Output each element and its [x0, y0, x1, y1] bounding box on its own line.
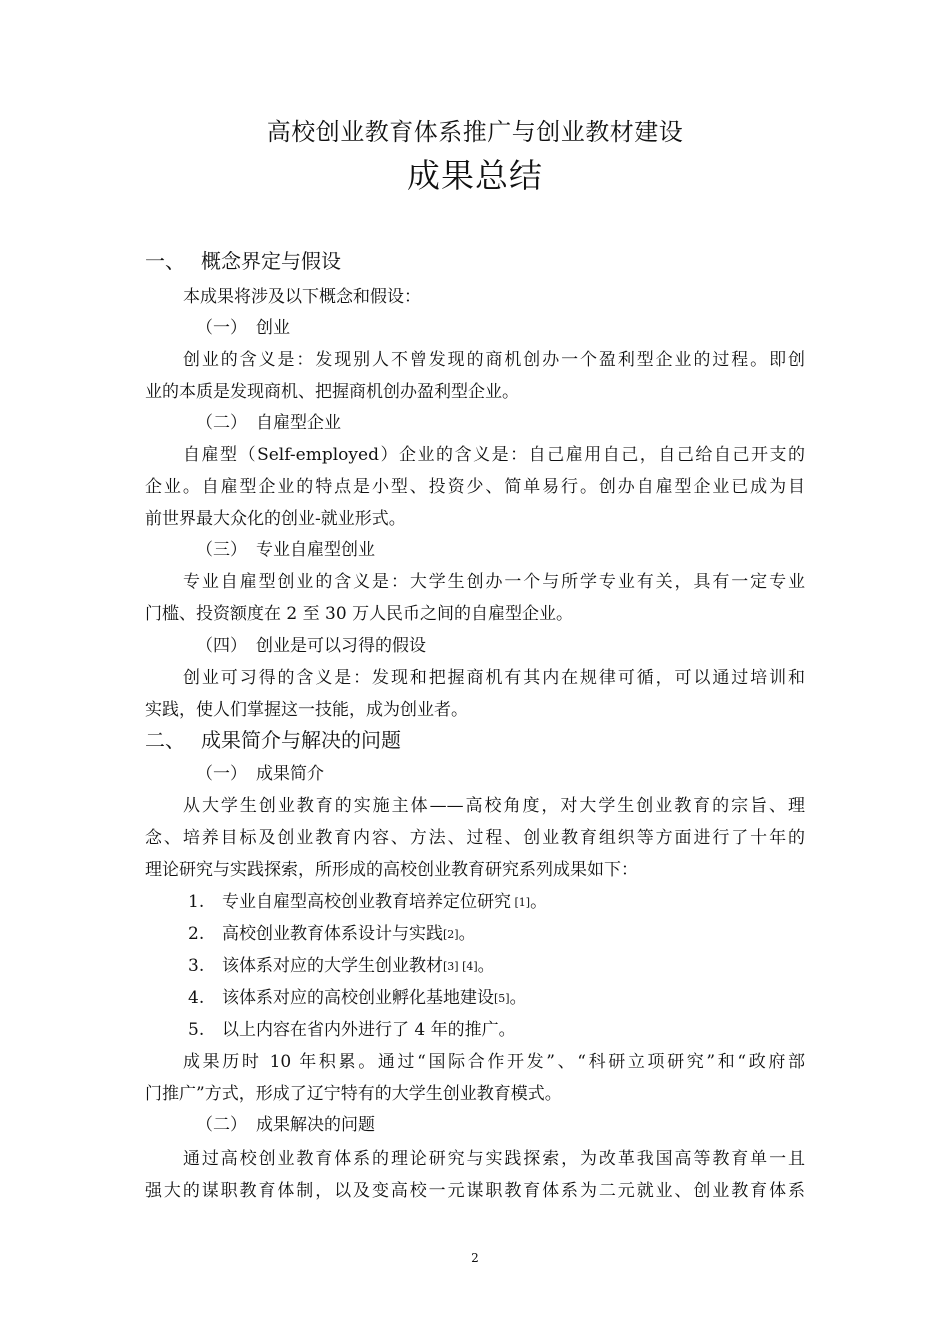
paragraph-line: 创业可习得的含义是：发现和把握商机有其内在规律可循，可以通过培训和 [183, 668, 805, 688]
list-item-number: 2. [188, 924, 205, 944]
paragraph-line: 门推广”方式，形成了辽宁特有的大学生创业教育模式。 [145, 1084, 562, 1104]
list-item-end: 。 [458, 924, 476, 944]
list-item-number: 1. [188, 892, 205, 912]
list-item-text: 该体系对应的大学生创业教材 [222, 956, 443, 976]
paragraph-line: 本成果将涉及以下概念和假设： [183, 287, 421, 307]
subsection-number: （三） [196, 540, 247, 560]
subsection-heading-2-1 [196, 762, 324, 786]
list-item-end: 。 [530, 892, 548, 912]
list-item [188, 922, 476, 947]
list-item-text: 高校创业教育体系设计与实践 [222, 924, 443, 944]
paragraph-line: 念、培养目标及创业教育内容、方法、过程、创业教育组织等方面进行了十年的 [145, 828, 805, 848]
paragraph-line: 成果历时 10 年积累。通过“国际合作开发”、“科研立项研究”和“政府部 [183, 1052, 805, 1072]
subsection-title: 成果解决的问题 [256, 1115, 375, 1135]
paragraph-line: 专业自雇型创业的含义是：大学生创办一个与所学专业有关，具有一定专业 [183, 572, 805, 592]
list-item [188, 1018, 516, 1042]
subsection-title: 创业是可以习得的假设 [256, 636, 426, 656]
paragraph-line: 实践，使人们掌握这一技能，成为创业者。 [145, 700, 468, 720]
section-title: 概念界定与假设 [201, 249, 341, 273]
list-item-text: 以上内容在省内外进行了 4 年的推广。 [222, 1020, 516, 1040]
list-item-number: 4. [188, 988, 205, 1008]
list-item-text: 该体系对应的高校创业孵化基地建设 [222, 988, 494, 1008]
subsection-title: 创业 [256, 318, 290, 338]
section-heading-2 [145, 726, 401, 754]
subsection-title: 成果简介 [256, 764, 324, 784]
subsection-title: 自雇型企业 [256, 413, 341, 433]
list-item [188, 890, 547, 915]
paragraph-line: 前世界最大众化的创业-就业形式。 [145, 509, 406, 529]
list-item-number: 5. [188, 1020, 205, 1040]
paragraph-line: 从大学生创业教育的实施主体——高校角度，对大学生创业教育的宗旨、理 [183, 796, 805, 816]
subsection-heading-1-2 [196, 411, 341, 435]
list-item-end: 。 [509, 988, 527, 1008]
page-number: 2 [471, 1251, 479, 1265]
subsection-number: （四） [196, 636, 247, 656]
list-item [188, 954, 495, 979]
paragraph-line: 强大的谋职教育体制，以及变高校一元谋职教育体系为二元就业、创业教育体系 [145, 1181, 805, 1201]
subsection-heading-2-2 [196, 1113, 375, 1137]
paragraph-line: 自雇型（Self-employed）企业的含义是：自己雇用自己，自己给自己开支的 [183, 445, 805, 465]
section-number: 一、 [145, 249, 185, 273]
list-item-end: 。 [477, 956, 495, 976]
subsection-heading-1-1 [196, 316, 290, 340]
subsection-number: （二） [196, 413, 247, 433]
section-title: 成果简介与解决的问题 [201, 728, 401, 752]
subsection-heading-1-3 [196, 538, 375, 562]
list-item-number: 3. [188, 956, 205, 976]
paragraph-line: 创业的含义是：发现别人不曾发现的商机创办一个盈利型企业的过程。即创 [183, 350, 805, 370]
subsection-number: （一） [196, 764, 247, 784]
citation-ref: [2] [443, 928, 459, 941]
citation-ref: [3] [4] [443, 960, 478, 973]
document-title: 高校创业教育体系推广与创业教材建设 [266, 118, 684, 146]
subsection-title: 专业自雇型创业 [256, 540, 375, 560]
paragraph-line: 企业。自雇型企业的特点是小型、投资少、简单易行。创办自雇型企业已成为目 [145, 477, 805, 497]
subsection-heading-1-4 [196, 634, 426, 658]
citation-ref: [5] [494, 992, 510, 1005]
paragraph-line: 业的本质是发现商机、把握商机创办盈利型企业。 [145, 382, 519, 402]
list-item-text: 专业自雇型高校创业教育培养定位研究 [222, 892, 511, 912]
paragraph-line: 门槛、投资额度在 2 至 30 万人民币之间的自雇型企业。 [145, 604, 574, 624]
subsection-number: （二） [196, 1115, 247, 1135]
subsection-number: （一） [196, 318, 247, 338]
paragraph-line: 通过高校创业教育体系的理论研究与实践探索，为改革我国高等教育单一且 [183, 1149, 805, 1169]
paragraph-line: 理论研究与实践探索，所形成的高校创业教育研究系列成果如下： [145, 860, 638, 880]
list-item [188, 986, 527, 1011]
section-heading-1 [145, 247, 341, 275]
citation-ref: [1] [511, 896, 531, 909]
section-number: 二、 [145, 728, 185, 752]
document-subtitle: 成果总结 [407, 156, 543, 195]
